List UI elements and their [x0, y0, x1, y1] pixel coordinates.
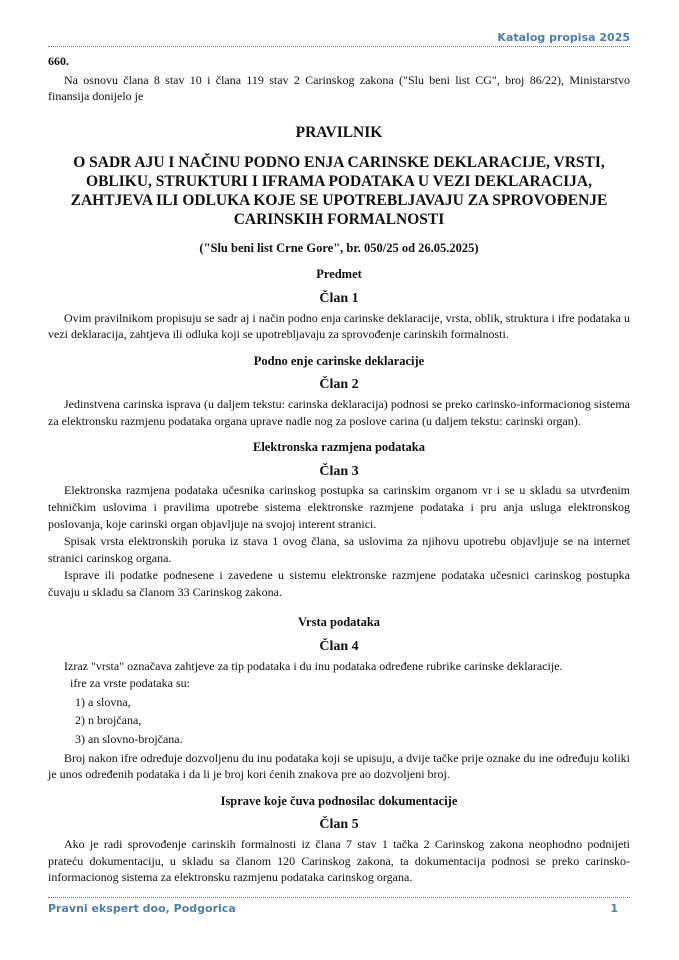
list-item: 1) a slovna,: [75, 694, 131, 709]
preamble: Na osnovu člana 8 stav 10 i člana 119 stav 2 Carinskog zakona ("Slu beni list CG", broj 86/22), Ministarstvo finansija donijelo je: [48, 72, 630, 104]
section-heading: Elektronska razmjena podataka: [252, 440, 425, 455]
regulation-number: 660.: [48, 54, 69, 68]
paragraph: Elektronska razmjena podataka učesnika carinskog postupka sa carinskim organom vr i se u skladu sa utvrđenim tehničkim uslovima i pravilima upotrebe sistema elektronske razmjene podataka i pru anja usluga elektronskog poslovanja, koje carinski organ objavljuje na svojoj interent stranici.: [48, 483, 630, 531]
gazette-citation: ("Slu beni list Crne Gore", br. 050/25 od 26.05.2025): [199, 240, 479, 255]
section-heading: Vrsta podataka: [297, 615, 381, 630]
section-heading: Isprave koje čuva podnosilac dokumentacije: [220, 793, 458, 808]
page-footer: [48, 897, 630, 914]
list-item: 3) an slovno-brojčana.: [75, 732, 183, 747]
document-title: PRAVILNIK: [295, 123, 383, 141]
document-body: [48, 53, 630, 887]
paragraph: Spisak vrsta elektronskih poruka iz stava 1 ovog člana, sa uslovima za njihovu upotrebu objavljuje se na internet stranici carinskog organa.: [48, 534, 630, 565]
paragraph: Ovim pravilnikom propisuju se sadr aj i način podno enja carinske deklaracije, vrsta, oblik, struktura i ifre podataka u vezi deklaracija, zahtjeva ili odluka koji se upotrebljavaju za sprovođenje carinskih formalnosti.: [48, 310, 630, 342]
paragraph: ifre za vrste podataka su:: [70, 676, 190, 691]
page-number: 1: [610, 902, 618, 915]
publisher: Pravni ekspert doo, Podgorica: [48, 902, 236, 915]
document-subtitle: O SADR AJU I NAČINU PODNO ENJA CARINSKE DEKLARACIJE, VRSTI, OBLIKU, STRUKTURI I IFRAMA PODATAKA U VEZI DEKLARACIJA, ZAHTJEVA ILI ODLUKA KOJE SE UPOTREBLJAVAJU ZA SPROVOĐENJE CARINSKIH FORMALNOSTI: [70, 153, 608, 228]
section-heading: Podno enje carinske deklaracije: [253, 353, 425, 368]
paragraph: Jedinstvena carinska isprava (u daljem tekstu: carinska deklaracija) podnosi se preko carinsko-informacionog sistema za elektronsku razmjenu podataka organa uprave nadle nog za poslove carina (u daljem tekstu: carinski organ).: [48, 396, 630, 428]
page-header: [48, 28, 630, 47]
section-heading: Predmet: [316, 267, 362, 282]
paragraph: Ako je radi sprovođenje carinskih formalnosti iz člana 7 stav 1 tačka 2 Carinskog zakona neophodno podnijeti prateću dokumentaciju, u skladu sa članom 120 Carinskog zakona, ta dokumentacija podnosi se preko carinsko-informacionog sistema za elektronsku razmjenu podataka carinskog organa.: [48, 837, 630, 885]
article-heading: Član 3: [319, 463, 359, 479]
paragraph: Isprave ili podatke podnesene i zavedene u sistemu elektronske razmjene podataka učesnici carinskog postupka čuvaju u skladu sa članom 33 Carinskog zakona.: [48, 568, 630, 599]
article-heading: Član 2: [319, 377, 359, 393]
paragraph: Izraz "vrsta" označava zahtjeve za tip podataka i du inu podataka određene rubrike carinske deklaracije.: [64, 658, 563, 673]
catalog-title: Katalog propisa 2025: [497, 31, 630, 44]
article-heading: Član 4: [319, 639, 359, 655]
list-item: 2) n brojčana,: [75, 713, 142, 728]
article-heading: Član 5: [319, 817, 359, 833]
article-heading: Član 1: [319, 290, 359, 306]
paragraph: Broj nakon ifre određuje dozvoljenu du inu podataka koji se upisuju, a dvije tačke prije oznake du ine određuju koliki je unos određenih podataka i da li je broj kori ćenih znakova pre ao dozvoljeni broj.: [48, 750, 630, 782]
